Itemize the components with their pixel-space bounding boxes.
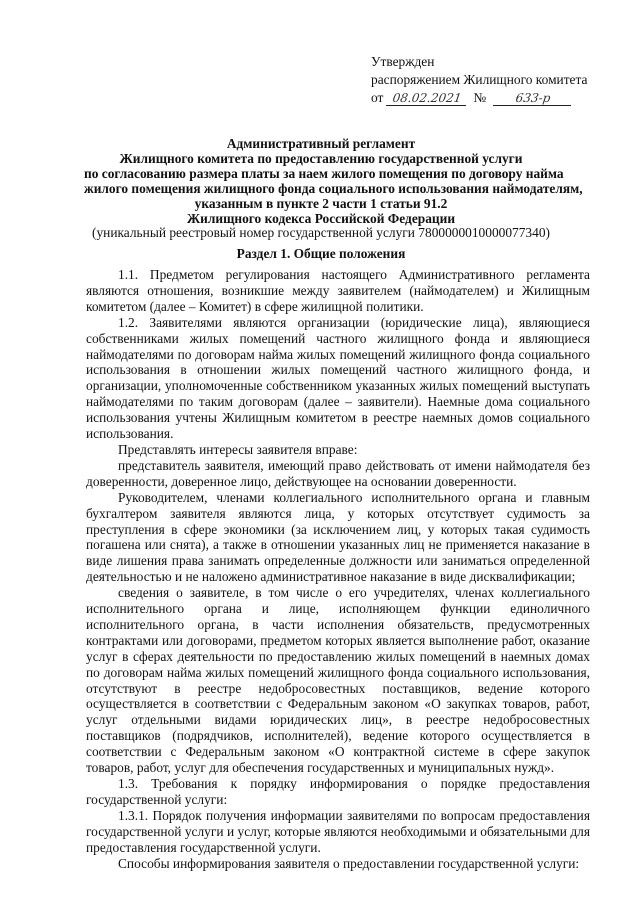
approval-date-number-line [371,89,621,107]
title-line: Административный регламент [226,136,416,151]
registry-number-line: (уникальный реестровый номер государственной услуги 7800000010000077340) [92,225,550,241]
title-line: Жилищного комитета по предоставлению государственной услуги [119,150,523,166]
title-line: по согласованию размера платы за наем жилого помещения по договору найма [84,165,564,181]
section-heading: Раздел 1. Общие положения [236,246,406,261]
date-prefix: от [371,90,384,105]
paragraph: Руководителем, членами коллегиального исполнительного органа и главным бухгалтером заявителя являются лица, у которых отсутствует судимость за преступления в сфере экономики (за исключением лиц, у которых такая судимость погашена или снята), а также в отношении указанных лиц не применяется наказание в виде лишения права занимать определенные должности или заниматься определенной деятельностью и не наложено административное наказание в виде дисквалификации; [86,489,590,585]
paragraph: представитель заявителя, имеющий право действовать от имени наймодателя без доверенности, доверенное лицо, действующее на основании доверенности. [86,457,590,489]
handwritten-date: 08.02.2021 [386,91,468,106]
title-line: Жилищного кодекса Российской Федерации [186,210,456,226]
handwritten-number: 633-р [493,91,573,106]
paragraph: Представлять интересы заявителя вправе: [118,441,358,457]
number-prefix: № [473,90,487,105]
paragraph: сведения о заявителе, в том числе о его учредителях, членах коллегиального исполнительного органа и лице, исполняющем функции единоличного исполнительного органа, в части исполнения обязательств, предусмотренных контрактами или договорами, предметом которых является выполнение работ, оказание услуг в сферах деятельности по предоставлению жилых помещений в наемных домах по договорам найма жилых помещений жилищного фонда социального использования, отсутствуют в реестре недобросовестных поставщиков, ведение которого осуществляется в соответствии с Федеральным законом «О закупках товаров, работ, услуг отдельными видами юридических лиц», в реестре недобросовестных поставщиков (подрядчиков, исполнителей), ведение которого осуществляется в соответствии с Федеральным законом «О контрактной системе в сфере закупок товаров, работ, услуг для обеспечения государственных и муниципальных нужд». [86,585,590,776]
title-line: жилого помещения жилищного фонда социального использования наймодателям, [84,180,583,196]
document-body [86,267,590,871]
paragraph: 1.1. Предметом регулирования настоящего Административного регламента являются отношения, возникшие между заявителем (наймодателем) и Жилищным комитетом (далее – Комитет) в сфере жилищной политики. [86,267,590,314]
paragraph: Способы информирования заявителя о предоставлении государственной услуги: [118,855,580,871]
paragraph: 1.3.1. Порядок получения информации заявителями по вопросам предоставления государственной услуги и услуг, которые являются необходимыми и обязательными для предоставления государственной услуги. [86,807,590,855]
approval-line-order: распоряжением Жилищного комитета [371,72,588,87]
document-title [84,136,583,241]
paragraph: 1.2. Заявителями являются организации (юридические лица), являющиеся собственниками жилых помещений частного жилищного фонда и являющиеся наймодателями по договорам найма жилых помещений жилищного фонда социального использования в отношении жилых помещений частного жилищного фонда, и организации, уполномоченные собственником указанных жилых помещений выступать наймодателями по таким договорам (далее – заявители). Наемные дома социального использования учтены Жилищным комитетом в реестре наемных домов социального использования. [86,314,590,442]
approval-line-approved: Утвержден [371,54,435,69]
approval-stamp [371,53,621,107]
title-line: указанным в пункте 2 части 1 статьи 91.2 [194,195,448,211]
paragraph: 1.3. Требования к порядку информирования о порядке предоставления государственной услуги: [86,776,590,807]
